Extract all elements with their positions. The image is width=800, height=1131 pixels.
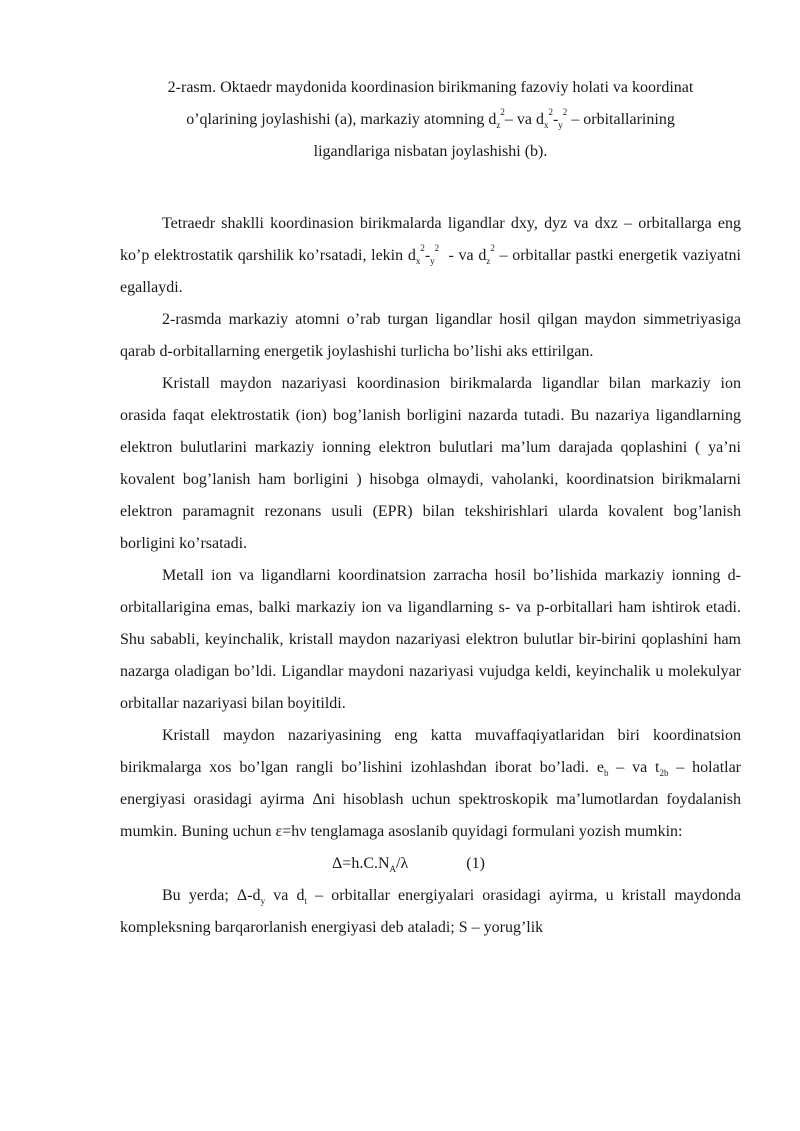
caption-line-3: ligandlariga nisbatan joylashishi (b). xyxy=(313,143,548,160)
paragraph-text: - va d xyxy=(439,247,487,264)
formula-number: (1) xyxy=(466,855,485,872)
caption-text: o’qlarining joylashishi (a), markaziy atomning d xyxy=(186,111,497,128)
subscript: x xyxy=(415,256,421,267)
paragraph-5 xyxy=(120,720,741,848)
subscript: y xyxy=(558,120,563,131)
paragraph-1 xyxy=(120,208,741,304)
superscript: 2 xyxy=(500,106,505,117)
superscript: 2 xyxy=(434,242,440,253)
paragraph-text: – orbitallar pastki energetik vaziyatni egallaydi. xyxy=(120,247,741,296)
paragraph-text: – holatlar energiyasi orasidagi ayirma Δni hisoblash uchun spektroskopik ma’lumotlardan foydalanish mumkin. Buning uchun ε=hν tenglamaga asoslanib quyidagi formulani yozish mumkin: xyxy=(120,759,742,840)
superscript: 2 xyxy=(562,106,568,117)
paragraph-text: va d xyxy=(265,887,305,904)
paragraph-4: Metall ion va ligandlarni koordinatsion zarracha hosil bo’lishida markaziy ionning d-orbitallarigina emas, balki markaziy ion va ligandlarning s- va p-orbitallari ham ishtirok etadi. Shu sababli, keyinchalik, kristall maydon nazariyasi elektron bulutlar bir-birini qoplashini ham nazarga oladigan bo’ldi. Ligandlar maydoni nazariyasi vujudga keldi, keyinchalik u molekulyar orbitallar nazariyasi bilan boyitildi. xyxy=(120,567,741,712)
paragraph-3: Kristall maydon nazariyasi koordinasion birikmalarda ligandlar bilan markaziy ion orasida faqat elektrostatik (ion) bog’lanish borligini nazarda tutadi. Bu nazariya ligandlarning elektron bulutlarini markaziy ionning elektron bulutlari ma’lum darajada qoplashini ( ya’ni kovalent bog’lanish ham borligini ) hisobga olmaydi, vaholanki, koordinatsion birikmalarni elektron paramagnit rezonans usuli (EPR) bilan tekshirishlari ularda kovalent bog’lanish borligini ko’rsatadi. xyxy=(120,375,741,552)
subscript: z xyxy=(486,256,491,267)
paragraph-text: Kristall maydon nazariyasining eng katta muvaffaqiyatlaridan biri koordinatsion birikmalarga xos bo’lgan rangli bo’lishini izohlashdan iborat bo’ladi. e xyxy=(120,727,741,776)
document-page xyxy=(120,72,741,944)
subscript: 2b xyxy=(659,768,669,779)
formula-1 xyxy=(120,848,741,880)
subscript: y xyxy=(260,896,266,907)
paragraph-6 xyxy=(120,880,741,944)
subscript: y xyxy=(430,256,435,267)
paragraph-text: Tetraedr shaklli koordinasion birikmalarda ligandlar dxy, dyz va dxz – orbitallarga eng ko’p elektrostatik qarshilik ko’rsatadi, lekin d xyxy=(120,215,741,264)
caption-line-1: 2-rasm. Oktaedr maydonida koordinasion birikmaning fazoviy holati va koordinat xyxy=(167,79,694,96)
caption-text: – va d xyxy=(504,111,544,128)
paragraph-text: – va t xyxy=(608,759,660,776)
subscript: x xyxy=(543,120,549,131)
subscript: z xyxy=(496,120,501,131)
subscript: t xyxy=(304,896,307,907)
paragraph-2: 2-rasmda markaziy atomni o’rab turgan ligandlar hosil qilgan maydon simmetriyasiga qarab d-orbitallarning energetik joylashishi turlicha bo’lishi aks ettirilgan. xyxy=(120,311,741,360)
caption-text: – orbitallarining xyxy=(567,111,675,128)
paragraph-text: Bu yerda; Δ-d xyxy=(162,887,261,904)
superscript: 2 xyxy=(490,242,495,253)
paragraph-text: – orbitallar energiyalari orasidagi ayirma, u kristall maydonda kompleksning barqarorlanish energiyasi deb ataladi; S – yorug’lik xyxy=(120,887,742,936)
paragraph-text: - xyxy=(424,247,431,264)
caption-line-2 xyxy=(186,106,675,131)
subscript: A xyxy=(389,864,397,875)
caption-text: - xyxy=(552,111,559,128)
formula-text: Δ=h.C.N xyxy=(332,855,390,872)
superscript: 2 xyxy=(548,106,553,117)
subscript: b xyxy=(603,768,609,779)
superscript: 2 xyxy=(420,242,425,253)
figure-caption xyxy=(120,72,741,168)
formula-text: /λ xyxy=(396,855,409,872)
